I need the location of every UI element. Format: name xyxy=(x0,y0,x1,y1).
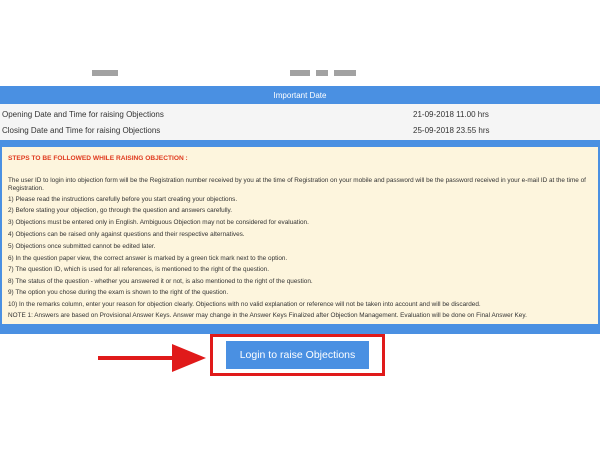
opening-date-label: Opening Date and Time for raising Objections xyxy=(2,110,164,119)
cropped-header-fragment xyxy=(0,68,600,80)
step-item: 9) The option you chose during the exam is shown to the right of the question. xyxy=(8,289,229,296)
steps-title: STEPS TO BE FOLLOWED WHILE RAISING OBJECTION : xyxy=(8,155,188,162)
step-item: 3) Objections must be entered only in English. Ambiguous Objection may not be considered for evaluation. xyxy=(8,219,309,226)
closing-date-value: 25-09-2018 23.55 hrs xyxy=(413,126,490,135)
login-to-raise-objections-button[interactable]: Login to raise Objections xyxy=(226,341,369,369)
step-item: 5) Objections once submitted cannot be edited later. xyxy=(8,243,156,250)
step-note: NOTE 1: Answers are based on Provisional Answer Keys. Answer may change in the Answer Keys Finalized after Objection Management. Evaluation will be done on Final Answer Key. xyxy=(8,312,527,319)
important-date-header xyxy=(0,86,600,104)
closing-date-label: Closing Date and Time for raising Objections xyxy=(2,126,161,135)
step-item: 10) In the remarks column, enter your reason for objection clearly. Objections with no valid explanation or reference will not be taken into account and will be discarded. xyxy=(8,301,481,308)
step-item: 4) Objections can be raised only against questions and their respective alternatives. xyxy=(8,231,245,238)
fragment-mark xyxy=(92,70,118,76)
right-arrow-icon xyxy=(96,341,208,375)
step-item: 6) In the question paper view, the correct answer is marked by a green tick mark next to the option. xyxy=(8,255,288,262)
closing-date-row xyxy=(0,120,600,141)
fragment-mark xyxy=(316,70,328,76)
step-item: 8) The status of the question - whether you answered it or not, is also mentioned to the right of the question. xyxy=(8,278,313,285)
fragment-mark xyxy=(334,70,356,76)
section-divider xyxy=(0,140,600,147)
steps-intro: The user ID to login into objection form will be the Registration number received by you at the time of Registration on your mobile and password will be the password received in your e-mail ID at the time of Registration. xyxy=(8,177,586,192)
opening-date-value: 21-09-2018 11.00 hrs xyxy=(413,110,489,119)
steps-panel xyxy=(0,147,600,324)
step-item: 7) The question ID, which is used for all references, is mentioned to the right of the question. xyxy=(8,266,269,273)
important-date-title: Important Date xyxy=(273,90,327,100)
step-item: 1) Please read the instructions carefully before you start creating your objections. xyxy=(8,196,238,203)
fragment-mark xyxy=(290,70,310,76)
step-item: 2) Before stating your objection, go through the question and answers carefully. xyxy=(8,207,233,214)
section-divider xyxy=(0,324,600,334)
